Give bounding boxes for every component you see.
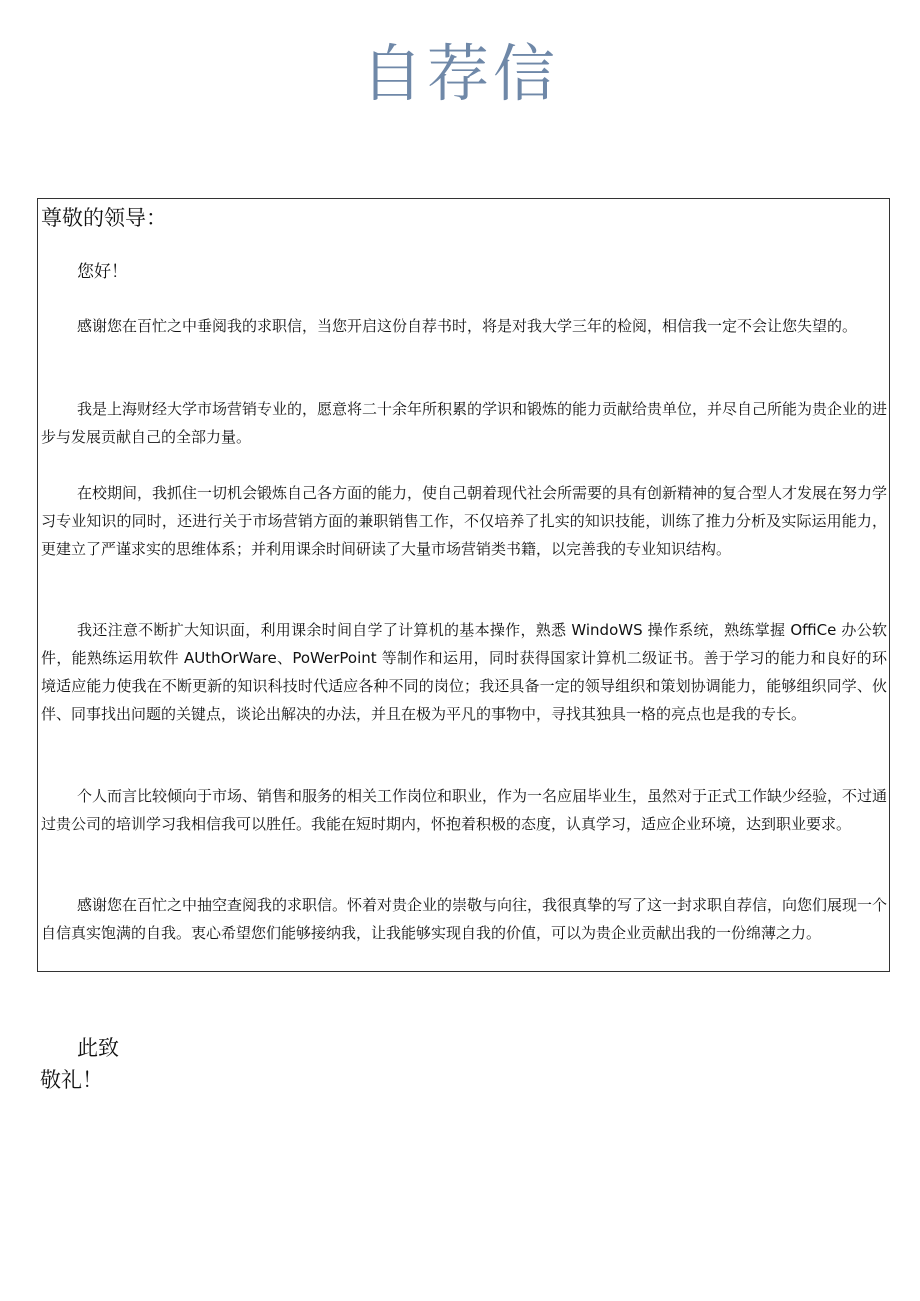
letter-body-box <box>37 198 890 972</box>
page-title: 自荐信 <box>360 37 559 110</box>
greeting: 您好！ <box>77 262 128 282</box>
salutation: 尊敬的领导： <box>41 206 167 230</box>
closing-line-2: 敬礼！ <box>40 1068 103 1092</box>
paragraph-closing-thanks: 感谢您在百忙之中抽空查阅我的求职信。怀着对贵企业的崇敬与向往，我很真挚的写了这一封求职自荐信，向您们展现一个自信真实饱满的自我。衷心希望您们能够接纳我，让我能够实现自我的价值，可以为贵企业贡献出我的一份绵薄之力。 <box>41 896 888 942</box>
paragraph-school-experience: 在校期间，我抓住一切机会锻炼自己各方面的能力，使自己朝着现代社会所需要的具有创新精神的复合型人才发展在努力学习专业知识的同时，还进行关于市场营销方面的兼职销售工作，不仅培养了扎实的知识技能，训练了推力分析及实际运用能力，更建立了严谨求实的思维体系；并利用课余时间研读了大量市场营销类书籍，以完善我的专业知识结构。 <box>41 484 888 558</box>
paragraph-introduction: 我是上海财经大学市场营销专业的，愿意将二十余年所积累的学识和锻炼的能力贡献给贵单位，并尽自己所能为贵企业的进步与发展贡献自己的全部力量。 <box>41 400 888 446</box>
paragraph-career-goal: 个人而言比较倾向于市场、销售和服务的相关工作岗位和职业，作为一名应届毕业生，虽然对于正式工作缺少经验，不过通过贵公司的培训学习我相信我可以胜任。我能在短时期内，怀抱着积极的态度，认真学习，适应企业环境，达到职业要求。 <box>41 787 888 833</box>
closing-line-1: 此致 <box>77 1036 119 1060</box>
paragraph-thanks: 感谢您在百忙之中垂阅我的求职信，当您开启这份自荐书时，将是对我大学三年的检阅，相信我一定不会让您失望的。 <box>77 317 858 335</box>
paragraph-skills: 我还注意不断扩大知识面，利用课余时间自学了计算机的基本操作，熟悉 WindoWS 操作系统，熟练掌握 OffiCe 办公软件，能熟练运用软件 AUthOrWare、PoWerPoint 等制作和运用，同时获得国家计算机二级证书。善于学习的能力和良好的环境适应能力使我在不断更新的知识科技时代适应各种不同的岗位；我还具备一定的领导组织和策划协调能力，能够组织同学、伙伴、同事找出问题的关键点，谈论出解决的办法，并且在极为平凡的事物中，寻找其独具一格的亮点也是我的专长。 <box>41 621 887 723</box>
